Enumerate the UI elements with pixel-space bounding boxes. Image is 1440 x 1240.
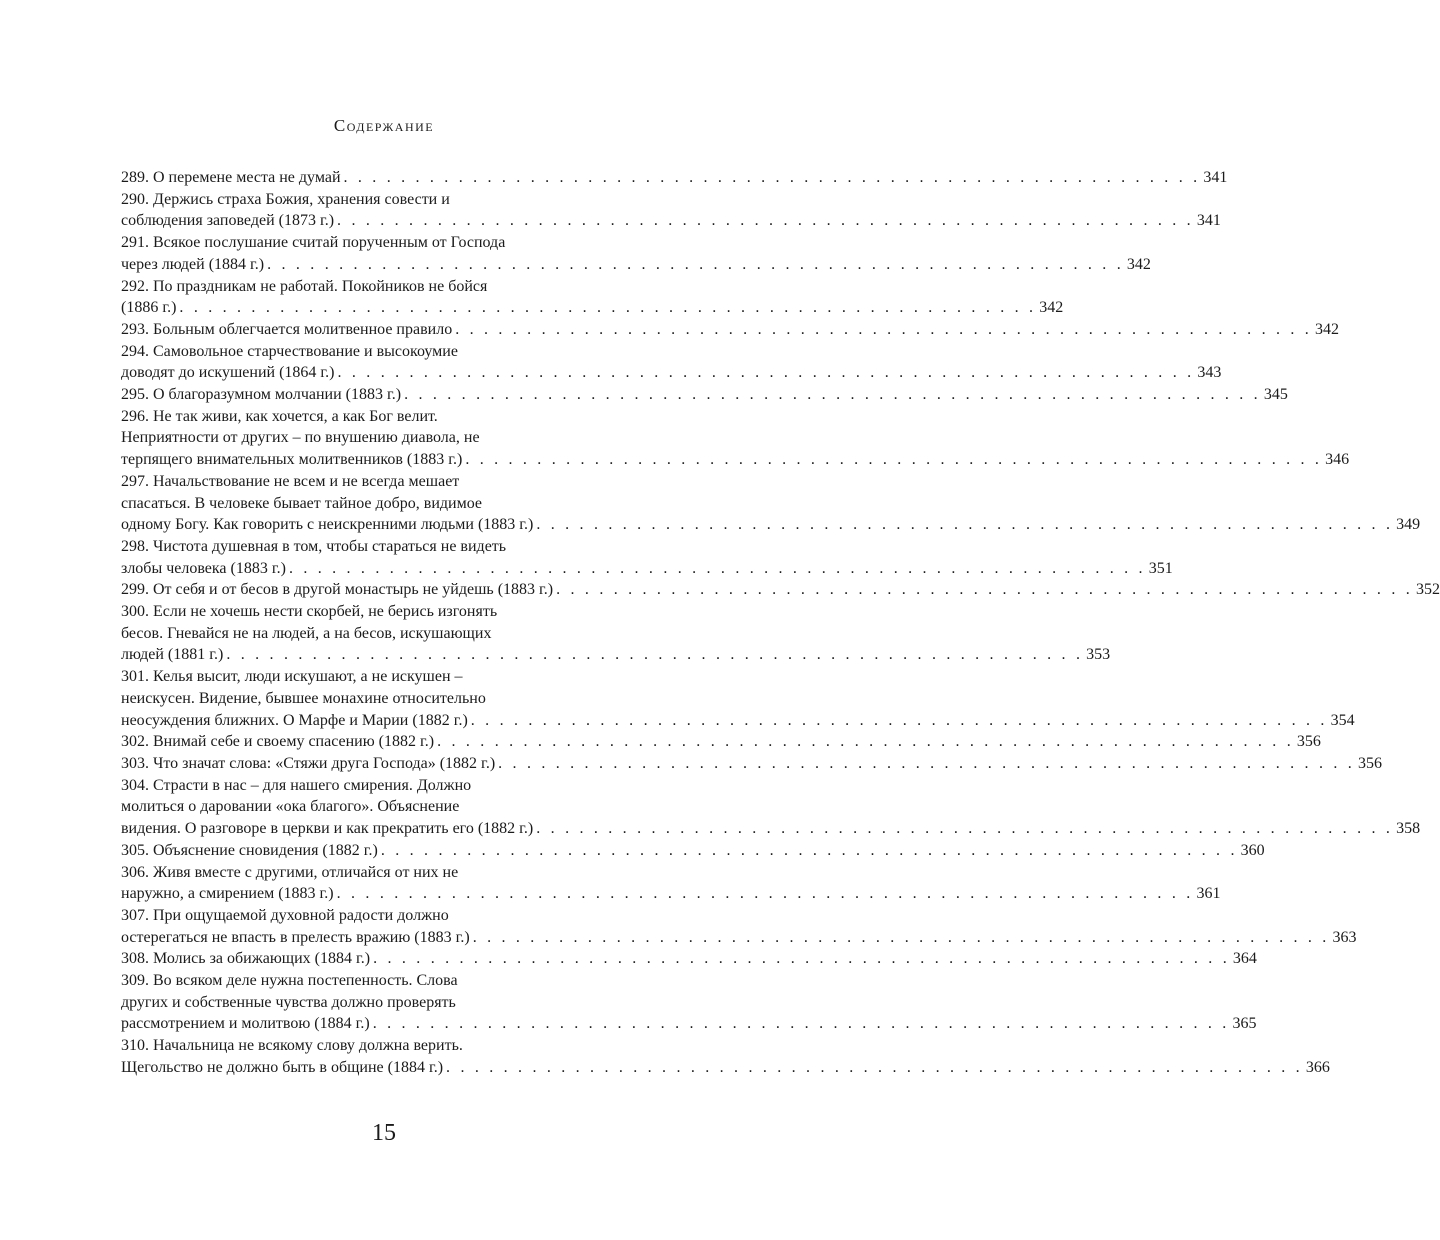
toc-entry-last-line	[121, 362, 1222, 384]
toc-entry-last-line	[121, 167, 1228, 189]
dot-leader: . . . . . . . . . . . . . . . . . . . . . . . . . . . . . . . . . . . . . . . . . . . . . . . . . . . . . . . . . . . .	[179, 299, 1037, 317]
toc-entry-line: 301. Келья высит, люди искушают, а не искушен –	[121, 668, 463, 686]
toc-entry-last-line	[121, 883, 1221, 905]
toc-entry-page: 342	[1315, 320, 1339, 338]
dot-leader: . . . . . . . . . . . . . . . . . . . . . . . . . . . . . . . . . . . . . . . . . . . . . . . . . . . . . . . . . . . .	[336, 885, 1194, 903]
toc-entry-line: Щегольство не должно быть в общине (1884 г.)	[121, 1058, 444, 1076]
toc-entry-line: 308. Молись за обижающих (1884 г.)	[121, 950, 371, 968]
toc-entry-last-line	[121, 579, 1440, 601]
toc-entry	[121, 753, 1382, 775]
toc-entry-line: 296. Не так живи, как хочется, а как Бог велит.	[121, 407, 438, 425]
toc-entry-page: 343	[1197, 364, 1222, 382]
toc-entry-last-line	[121, 514, 1421, 536]
toc-entry-line: через людей (1884 г.)	[121, 255, 265, 273]
toc-entry-last-line	[121, 449, 1350, 471]
toc-entry	[121, 232, 1151, 275]
toc-entry-last-line	[121, 210, 1221, 232]
toc-entry-line: наружно, а смирением (1883 г.)	[121, 885, 334, 903]
toc-entry-line: злобы человека (1883 г.)	[121, 559, 286, 577]
dot-leader: . . . . . . . . . . . . . . . . . . . . . . . . . . . . . . . . . . . . . . . . . . . . . . . . . . . . . . . . . . . .	[472, 928, 1330, 946]
toc-entry-line: 300. Если не хочешь нести скорбей, не берись изгонять	[121, 603, 498, 621]
dot-leader: . . . . . . . . . . . . . . . . . . . . . . . . . . . . . . . . . . . . . . . . . . . . . . . . . . . . . . . . . . . .	[372, 1015, 1230, 1033]
toc-entry-page: 365	[1232, 1015, 1257, 1033]
toc-entry-page: 356	[1296, 733, 1321, 751]
toc-entry-line: людей (1881 г.)	[121, 646, 224, 664]
dot-leader: . . . . . . . . . . . . . . . . . . . . . . . . . . . . . . . . . . . . . . . . . . . . . . . . . . . . . . . . . . . .	[556, 581, 1413, 599]
toc-entry-last-line	[121, 319, 1339, 341]
toc-entry-line: 310. Начальница не всякому слову должна верить.	[121, 1037, 463, 1055]
toc-entry-line: доводят до искушений (1864 г.)	[121, 364, 335, 382]
toc-entry-page: 364	[1232, 950, 1257, 968]
toc-entry-line: остерегаться не впасть в прелесть вражию (1883 г.)	[121, 928, 470, 946]
dot-leader: . . . . . . . . . . . . . . . . . . . . . . . . . . . . . . . . . . . . . . . . . . . . . . . . . . . . . . . . . . . .	[465, 451, 1323, 469]
toc-entry-line: терпящего внимательных молитвенников (1883 г.)	[121, 451, 463, 469]
toc-entry-line: 298. Чистота душевная в том, чтобы стараться не видеть	[121, 537, 507, 555]
toc-entry-line: 289. О перемене места не думай	[121, 169, 341, 186]
toc-entry	[121, 167, 1228, 189]
toc-entry	[121, 536, 1173, 579]
toc-entry	[121, 341, 1222, 384]
toc-entry-page: 342	[1126, 255, 1151, 273]
toc-entry-line: неискусен. Видение, бывшее монахине относительно	[121, 689, 486, 707]
dot-leader: . . . . . . . . . . . . . . . . . . . . . . . . . . . . . . . . . . . . . . . . . . . . . . . . . . . . . . . . . . . .	[337, 364, 1195, 382]
dot-leader: . . . . . . . . . . . . . . . . . . . . . . . . . . . . . . . . . . . . . . . . . . . . . . . . . . . . . . . . . . . .	[404, 386, 1261, 404]
toc-entry-line: Неприятности от других – по внушению диавола, не	[121, 429, 480, 447]
toc-entry-line: 309. Во всяком деле нужна постепенность. Слова	[121, 972, 458, 990]
toc-entry	[121, 189, 1221, 232]
toc-entry	[121, 276, 1064, 319]
toc-entry	[121, 775, 1421, 840]
toc-entry-line: 295. О благоразумном молчании (1883 г.)	[121, 386, 402, 404]
toc-entry	[121, 731, 1321, 753]
toc-entry-line: 302. Внимай себе и своему спасению (1882 г.)	[121, 733, 435, 751]
toc-entry-line: 304. Страсти в нас – для нашего смирения. Должно	[121, 776, 472, 794]
toc-entry-line: рассмотрением и молитвою (1884 г.)	[121, 1015, 370, 1033]
toc-entry-last-line	[121, 710, 1355, 732]
toc-entry-page: 342	[1039, 299, 1064, 317]
dot-leader: . . . . . . . . . . . . . . . . . . . . . . . . . . . . . . . . . . . . . . . . . . . . . . . . . . . . . . . . . . . .	[226, 646, 1084, 664]
toc-entry-line: других и собственные чувства должно проверять	[121, 993, 456, 1011]
toc-entry-page: 353	[1086, 646, 1111, 664]
toc-entry-line: (1886 г.)	[121, 299, 177, 317]
toc-entry	[121, 384, 1288, 406]
toc-entry-last-line	[121, 753, 1382, 775]
toc-entry-line: 291. Всякое послушание считай порученным от Господа	[121, 234, 506, 252]
toc-entry-line: соблюдения заповедей (1873 г.)	[121, 212, 335, 230]
toc-entry	[121, 970, 1257, 1035]
toc-entry-last-line	[121, 558, 1173, 580]
dot-leader: . . . . . . . . . . . . . . . . . . . . . . . . . . . . . . . . . . . . . . . . . . . . . . . . . . . . . . . . . . . .	[267, 255, 1124, 273]
toc-entry-line: одному Богу. Как говорить с неискренними людьми (1883 г.)	[121, 516, 534, 534]
toc-entry	[121, 840, 1265, 862]
toc-entry	[121, 406, 1350, 471]
toc-entry-line: 306. Живя вместе с другими, отличайся от них не	[121, 863, 459, 881]
toc-entry-page: 356	[1357, 754, 1382, 772]
toc-entry-page: 349	[1396, 516, 1421, 534]
dot-leader: . . . . . . . . . . . . . . . . . . . . . . . . . . . . . . . . . . . . . . . . . . . . . . . . . . . . . . . . . . . .	[343, 169, 1201, 186]
toc-entry-page: 361	[1196, 885, 1221, 903]
dot-leader: . . . . . . . . . . . . . . . . . . . . . . . . . . . . . . . . . . . . . . . . . . . . . . . . . . . . . . . . . . . .	[446, 1058, 1303, 1076]
table-of-contents	[121, 167, 1440, 1079]
toc-entry-line: неосуждения ближних. О Марфе и Марии (1882 г.)	[121, 711, 468, 729]
toc-entry	[121, 862, 1221, 905]
toc-entry-last-line	[121, 254, 1151, 276]
dot-leader: . . . . . . . . . . . . . . . . . . . . . . . . . . . . . . . . . . . . . . . . . . . . . . . . . . . . . . . . . . . .	[536, 820, 1394, 838]
toc-entry-line: молиться о даровании «ока благого». Объяснение	[121, 798, 460, 816]
toc-entry-page: 354	[1330, 711, 1355, 729]
toc-entry-line: 292. По праздникам не работай. Покойников не бойся	[121, 277, 488, 295]
toc-entry	[121, 1035, 1330, 1078]
toc-entry-last-line	[121, 644, 1111, 666]
toc-entry-last-line	[121, 948, 1257, 970]
toc-entry-line: спасаться. В человеке бывает тайное добро, видимое	[121, 494, 483, 512]
toc-entry-last-line	[121, 1057, 1330, 1079]
dot-leader: . . . . . . . . . . . . . . . . . . . . . . . . . . . . . . . . . . . . . . . . . . . . . . . . . . . . . . . . . . . .	[373, 950, 1230, 968]
toc-entry-page: 341	[1203, 169, 1228, 186]
toc-entry-line: 305. Объяснение сновидения (1882 г.)	[121, 841, 378, 859]
toc-entry-page: 358	[1396, 820, 1421, 838]
dot-leader: . . . . . . . . . . . . . . . . . . . . . . . . . . . . . . . . . . . . . . . . . . . . . . . . . . . . . . . . . . . .	[380, 841, 1238, 859]
toc-entry-line: 290. Держись страха Божия, хранения совести и	[121, 190, 450, 208]
toc-entry-line: 299. От себя и от бесов в другой монастырь не уйдешь (1883 г.)	[121, 581, 554, 599]
toc-entry-last-line	[121, 384, 1288, 406]
toc-entry	[121, 579, 1440, 601]
dot-leader: . . . . . . . . . . . . . . . . . . . . . . . . . . . . . . . . . . . . . . . . . . . . . . . . . . . . . . . . . . . .	[536, 516, 1394, 534]
toc-entry-line: 294. Самовольное старчествование и высокоумие	[121, 342, 458, 360]
toc-entry-line: 293. Больным облегчается молитвенное правило	[121, 320, 453, 338]
toc-entry-line: 307. При ощущаемой духовной радости должно	[121, 906, 449, 924]
toc-entry-line: видения. О разговоре в церкви и как прекратить его (1882 г.)	[121, 820, 534, 838]
toc-entry-last-line	[121, 1013, 1257, 1035]
dot-leader: . . . . . . . . . . . . . . . . . . . . . . . . . . . . . . . . . . . . . . . . . . . . . . . . . . . . . . . . . . . .	[498, 754, 1355, 772]
toc-entry	[121, 471, 1421, 536]
page-header: Содержание	[333, 116, 435, 135]
dot-leader: . . . . . . . . . . . . . . . . . . . . . . . . . . . . . . . . . . . . . . . . . . . . . . . . . . . . . . . . . . . .	[455, 320, 1312, 338]
toc-entry	[121, 601, 1111, 666]
dot-leader: . . . . . . . . . . . . . . . . . . . . . . . . . . . . . . . . . . . . . . . . . . . . . . . . . . . . . . . . . . . .	[437, 733, 1294, 751]
toc-entry	[121, 666, 1355, 731]
toc-entry-page: 345	[1263, 386, 1288, 404]
page-number: 15	[372, 1120, 396, 1146]
dot-leader: . . . . . . . . . . . . . . . . . . . . . . . . . . . . . . . . . . . . . . . . . . . . . . . . . . . . . . . . . . . .	[470, 711, 1328, 729]
toc-entry-line: бесов. Гневайся не на людей, а на бесов, искушающих	[121, 624, 492, 642]
toc-entry-last-line	[121, 731, 1321, 753]
toc-entry-last-line	[121, 840, 1265, 862]
toc-entry	[121, 905, 1357, 948]
toc-entry-page: 351	[1148, 559, 1173, 577]
dot-leader: . . . . . . . . . . . . . . . . . . . . . . . . . . . . . . . . . . . . . . . . . . . . . . . . . . . . . . . . . . . .	[288, 559, 1146, 577]
toc-entry	[121, 948, 1257, 970]
toc-entry-last-line	[121, 927, 1357, 949]
toc-entry-last-line	[121, 297, 1064, 319]
dot-leader: . . . . . . . . . . . . . . . . . . . . . . . . . . . . . . . . . . . . . . . . . . . . . . . . . . . . . . . . . . . .	[337, 212, 1194, 230]
toc-entry	[121, 319, 1339, 341]
toc-entry-line: 297. Начальствование не всем и не всегда мешает	[121, 472, 460, 490]
toc-entry-page: 352	[1415, 581, 1440, 599]
toc-entry-page: 360	[1240, 841, 1265, 859]
toc-entry-last-line	[121, 818, 1421, 840]
toc-entry-page: 341	[1196, 212, 1221, 230]
toc-entry-line: 303. Что значат слова: «Стяжи друга Господа» (1882 г.)	[121, 754, 496, 772]
toc-entry-page: 363	[1332, 928, 1357, 946]
toc-entry-page: 366	[1305, 1058, 1330, 1076]
toc-entry-page: 346	[1325, 451, 1350, 469]
